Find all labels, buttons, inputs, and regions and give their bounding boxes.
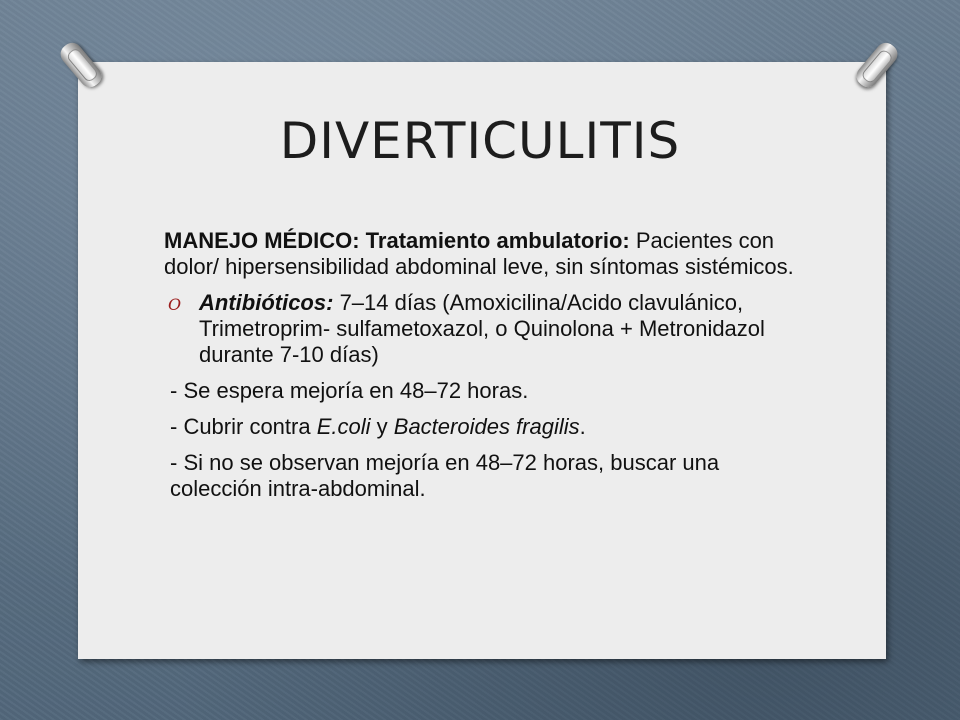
slide-title: DIVERTICULITIS [279, 112, 681, 170]
slide-content [164, 228, 804, 512]
coverage-suffix: . [579, 414, 586, 439]
organism-bacteroides: Bacteroides fragilis [393, 414, 580, 439]
sub-item-abscess: - Si no se observan mejoría en 48–72 horas, buscar una colección intra-abdominal. [170, 450, 720, 501]
sub-item-improvement: - Se espera mejoría en 48–72 horas. [170, 378, 529, 403]
organism-ecoli: E.coli [316, 414, 371, 439]
bullet-text: 7–14 días (Amoxicilina/Acido clavulánico, Trimetroprim- sulfametoxazol, o Quinolona + Metronidazol durante 7-10 días) [199, 290, 765, 367]
intro-text: Pacientes con dolor/ hipersensibilidad abdominal leve, sin síntomas sistémicos. [164, 228, 794, 279]
intro-heading: MANEJO MÉDICO: Tratamiento ambulatorio: [164, 228, 630, 253]
intro-paragraph [164, 228, 804, 280]
coverage-connector: y [376, 414, 388, 439]
bullet-antibiotics [164, 290, 804, 368]
coverage-prefix: - Cubrir contra [170, 414, 311, 439]
sub-item-coverage [164, 414, 804, 440]
bullet-label: Antibióticos: [199, 290, 334, 315]
bullet-icon: O [168, 295, 182, 314]
